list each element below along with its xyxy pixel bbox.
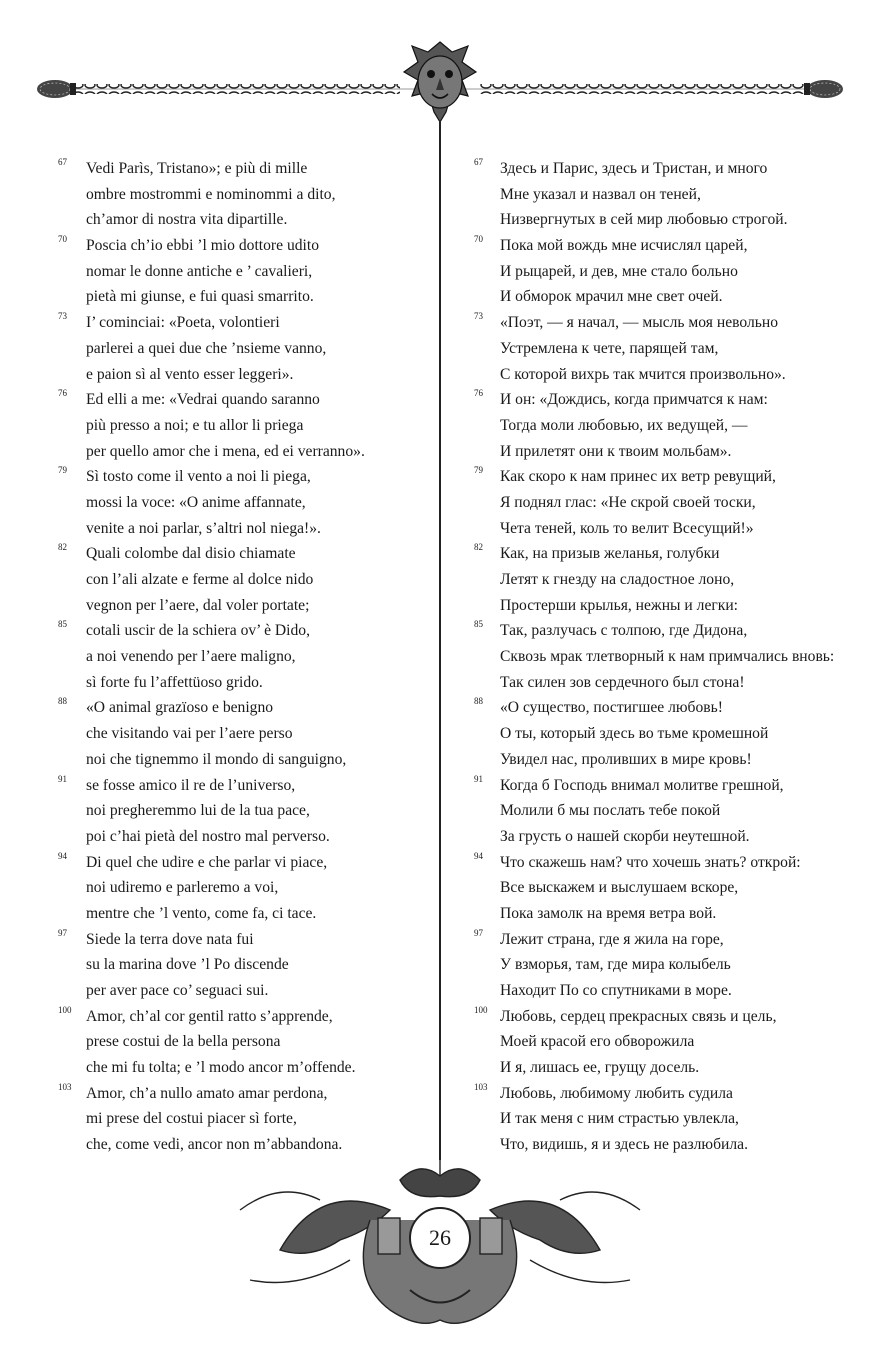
line-number: 76	[474, 388, 483, 399]
lion-mask-icon	[404, 42, 476, 122]
header-ornament	[0, 0, 880, 140]
verse-line: a noi venendo per l’aere maligno,	[86, 648, 296, 666]
verse-line: con l’ali alzate e ferme al dolce nido	[86, 571, 314, 588]
verse-line: mossi la voce: «O anime affannate,	[86, 493, 306, 511]
verse-line: Так силен зов сердечного был стона!	[500, 673, 745, 691]
verse-line: I’ cominciai: «Poeta, volontieri	[86, 314, 280, 332]
verse-line: Моей красой его обворожила	[500, 1033, 695, 1051]
line-number: 88	[474, 696, 483, 707]
tercet	[474, 464, 854, 541]
verse-line: «О существо, постигшее любовь!	[500, 699, 723, 717]
tercet	[474, 310, 854, 387]
line-number: 82	[474, 542, 483, 553]
acorn-finial-right-icon	[804, 80, 843, 98]
verse-line: И обморок мрачил мне свет очей.	[500, 288, 723, 306]
verse-line: Мне указал и назвал он теней,	[500, 185, 701, 203]
verse-line: Устремлена к чете, парящей там,	[500, 339, 719, 357]
verse-line: noi che tignemmo il mondo di sanguigno,	[86, 750, 347, 768]
tercet	[58, 156, 428, 233]
verse-line: Как, на призыв желанья, голубки	[500, 545, 720, 563]
line-number: 79	[474, 465, 483, 476]
verse-line: С которой вихрь так мчится произвольно».	[500, 365, 786, 383]
tercet	[474, 387, 854, 464]
verse-line: Низвергнутых в сей мир любовью строгой.	[500, 211, 788, 229]
line-number: 67	[58, 157, 67, 167]
line-number: 97	[58, 927, 67, 938]
line-number: 88	[58, 696, 67, 707]
verse-line: Siede la terra dove nata fui	[86, 930, 254, 948]
verse-line: parlerei a quei due che ’nsieme vanno,	[86, 339, 327, 357]
verse-line: Ed elli a me: «Vedrai quando saranno	[86, 391, 320, 409]
russian-text-column	[474, 156, 854, 1158]
verse-line: Молили б мы послать тебе покой	[500, 802, 721, 820]
verse-line: Amor, ch’a nullo amato amar perdona,	[86, 1084, 328, 1102]
line-number: 70	[474, 234, 483, 245]
line-number: 94	[474, 850, 483, 861]
line-number: 103	[58, 1081, 72, 1092]
tercet	[474, 541, 854, 618]
verse-line: mi prese del costui piacer sì forte,	[86, 1110, 297, 1128]
tercet	[58, 773, 428, 850]
verse-line: Все выскажем и выслушаем вскоре,	[500, 879, 739, 897]
verse-line: se fosse amico il re de l’universo,	[86, 776, 296, 794]
verse-line: Так, разлучась с толпою, где Дидона,	[500, 622, 748, 640]
line-number: 85	[58, 619, 67, 630]
verse-line: più presso a noi; e tu allor li priega	[86, 416, 304, 434]
verse-line: venite a noi parlar, s’altri nol niega!».	[86, 519, 321, 537]
verse-line: Когда б Господь внимал молитве грешной,	[500, 776, 784, 794]
tercet	[58, 618, 428, 695]
verse-line: Poscia ch’io ebbi ’l mio dottore udito	[86, 237, 320, 255]
verse-line: vegnon per l’aere, dal voler portate;	[86, 596, 310, 614]
page-number: 26	[429, 1225, 451, 1250]
verse-line: Чета теней, коль то велит Всесущий!»	[500, 519, 754, 537]
line-number: 85	[474, 619, 483, 630]
verse-line: noi pregheremmo lui de la tua pace,	[86, 802, 310, 820]
verse-line: e paion sì al vento esser leggeri».	[86, 365, 294, 383]
tercet	[58, 1004, 428, 1081]
verse-line: Что скажешь нам? что хочешь знать? открой:	[500, 853, 801, 871]
verse-line: che mi fu tolta; e ’l modo ancor m’offende.	[86, 1059, 356, 1077]
line-number: 67	[474, 157, 483, 167]
verse-line: cotali uscir de la schiera ov’ è Dido,	[86, 622, 310, 640]
verse-line: Любовь, любимому любить судила	[500, 1084, 733, 1102]
tercet	[474, 850, 854, 927]
verse-line: ombre mostrommi e nominommi a dito,	[86, 185, 336, 203]
verse-line: per aver pace co’ seguaci sui.	[86, 982, 269, 999]
verse-line: «O animal grazïoso e benigno	[86, 699, 274, 717]
line-number: 91	[474, 773, 483, 784]
footer-ornament	[220, 1140, 660, 1340]
verse-line: Как скоро к нам принес их ветр ревущий,	[500, 468, 776, 486]
verse-line: su la marina dove ’l Po discende	[86, 956, 289, 974]
verse-line: У взморья, там, где мира колыбель	[500, 956, 731, 974]
verse-line: Я поднял глас: «Не скрой своей тоски,	[500, 493, 756, 511]
line-number: 76	[58, 388, 67, 399]
line-number: 73	[58, 311, 67, 322]
tercet	[58, 464, 428, 541]
verse-line: И прилетят они к твоим мольбам».	[500, 442, 732, 460]
line-number: 103	[474, 1081, 488, 1092]
tercet	[474, 695, 854, 772]
verse-line: ch’amor di nostra vita dipartille.	[86, 211, 288, 229]
tercet	[474, 1004, 854, 1081]
line-number: 73	[474, 311, 483, 322]
column-divider	[437, 120, 443, 1160]
verse-line: noi udiremo e parleremo a voi,	[86, 879, 279, 897]
verse-line: Находит По со спутниками в море.	[500, 982, 732, 999]
verse-line: О ты, который здесь во тьме кромешной	[500, 725, 769, 743]
tercet	[474, 156, 854, 233]
verse-line: mentre che ’l vento, come fa, ci tace.	[86, 904, 317, 922]
line-number: 100	[474, 1004, 488, 1015]
tercet	[58, 695, 428, 772]
verse-line: Простерши крылья, нежны и легки:	[500, 596, 739, 614]
verse-line: Amor, ch’al cor gentil ratto s’apprende,	[86, 1007, 333, 1025]
tercet	[58, 850, 428, 927]
tercet	[58, 927, 428, 1004]
tercet	[474, 618, 854, 695]
tercet	[474, 773, 854, 850]
verse-line: Увидел нас, проливших в мире кровь!	[500, 750, 752, 768]
verse-line: Vedi Parìs, Tristano»; e più di mille	[86, 160, 308, 177]
verse-line: Quali colombe dal disio chiamate	[86, 545, 296, 563]
verse-line: Любовь, сердец прекрасных связь и цель,	[500, 1007, 777, 1025]
verse-line: Di quel che udire e che parlar vi piace,	[86, 853, 328, 871]
verse-line: prese costui de la bella persona	[86, 1033, 281, 1051]
line-number: 94	[58, 850, 67, 861]
verse-line: Сквозь мрак тлетворный к нам примчались вновь:	[500, 648, 835, 666]
tercet	[474, 233, 854, 310]
verse-line: Sì tosto come il vento a noi li piega,	[86, 468, 311, 486]
page-number-wrap	[220, 1225, 660, 1251]
verse-line: Что, видишь, я и здесь не разлюбила.	[500, 1136, 748, 1154]
verse-line: nomar le donne antiche e ’ cavalieri,	[86, 262, 313, 280]
verse-line: sì forte fu l’affettüoso grido.	[86, 673, 263, 691]
verse-line: За грусть о нашей скорби неутешной.	[500, 827, 750, 845]
verse-line: Пока замолк на время ветра вой.	[500, 904, 717, 922]
verse-line: Лежит страна, где я жила на горе,	[500, 930, 724, 948]
verse-line: che visitando vai per l’aere perso	[86, 725, 293, 743]
line-number: 70	[58, 234, 67, 245]
acorn-finial-left-icon	[37, 80, 76, 98]
verse-line: Летят к гнезду на сладостное лоно,	[500, 571, 735, 588]
verse-line: И рыцарей, и дев, мне стало больно	[500, 262, 738, 280]
tercet	[58, 387, 428, 464]
verse-line: poi c’hai pietà del nostro mal perverso.	[86, 827, 330, 845]
italian-text-column	[58, 156, 428, 1158]
verse-line: «Поэт, — я начал, — мысль моя невольно	[500, 314, 778, 332]
tercet	[58, 233, 428, 310]
verse-line: che, come vedi, ancor non m’abbandona.	[86, 1136, 343, 1154]
line-number: 82	[58, 542, 67, 553]
verse-line: И он: «Дождись, когда примчатся к нам:	[500, 391, 768, 409]
line-number: 91	[58, 773, 67, 784]
line-number: 79	[58, 465, 67, 476]
verse-line: Пока мой вождь мне исчислял царей,	[500, 237, 748, 255]
tercet	[474, 927, 854, 1004]
verse-line: per quello amor che i mena, ed ei verranno».	[86, 442, 365, 460]
tercet	[58, 310, 428, 387]
line-number: 100	[58, 1004, 72, 1015]
line-number: 97	[474, 927, 483, 938]
verse-line: И так меня с ним страстью увлекла,	[500, 1110, 739, 1128]
verse-line: И я, лишась ее, грущу досель.	[500, 1059, 700, 1077]
verse-line: pietà mi giunse, e fui quasi smarrito.	[86, 288, 314, 306]
tercet	[58, 541, 428, 618]
verse-line: Здесь и Парис, здесь и Тристан, и много	[500, 160, 768, 177]
verse-line: Тогда моли любовью, их ведущей, —	[500, 416, 748, 434]
